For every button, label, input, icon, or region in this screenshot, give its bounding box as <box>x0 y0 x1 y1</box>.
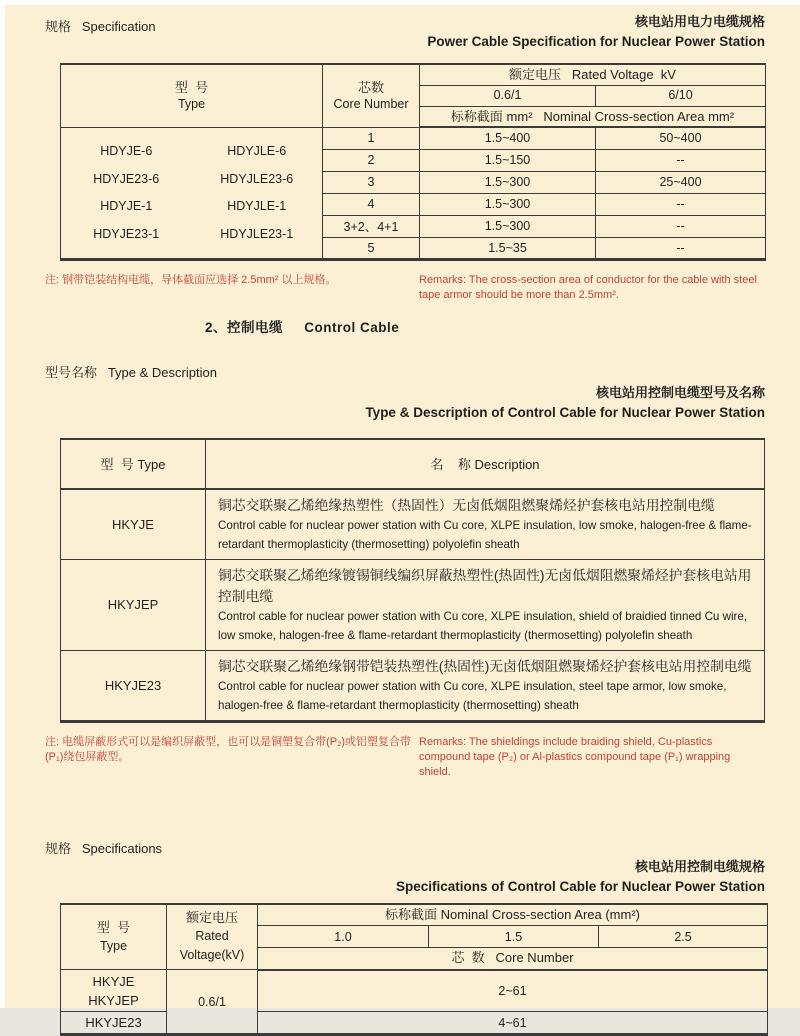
type-header-zh: 型 号 <box>61 79 322 96</box>
description-header: 名 称 Description <box>206 439 765 489</box>
type-header-zh: 型 号 <box>61 918 166 937</box>
core-number-cell: 2 <box>323 149 420 171</box>
section-range-6-10: -- <box>596 237 766 259</box>
rated-voltage-cell: 0.6/1 <box>167 970 258 1035</box>
section-range-0.6-1: 1.5~150 <box>420 149 596 171</box>
core-number-cell: 5 <box>323 237 420 259</box>
table-header-row <box>61 64 766 85</box>
page-edge-left <box>0 0 5 1008</box>
cross-section-header: 标称截面 Nominal Cross-section Area (mm²) <box>258 904 768 926</box>
area-col-1.5: 1.5 <box>429 926 599 948</box>
section2-label: 型号名称 Type & Description <box>45 362 765 381</box>
section-range-6-10: 50~400 <box>596 127 766 149</box>
description-en: Control cable for nuclear power station with Cu core, XLPE insulation, low smoke, halogen-free & flame-retardant thermoplasticity (thermosetting) polyolefin sheath <box>218 516 752 554</box>
voltage-header-zh: 额定电压 <box>167 908 257 927</box>
cable-type-columns <box>61 130 322 256</box>
description-cell <box>206 650 765 721</box>
cable-type-column-1 <box>61 130 192 256</box>
type-header-en: Type <box>61 937 166 956</box>
cable-type: HKYJE <box>61 489 206 560</box>
page-content <box>45 12 765 1036</box>
section-range-6-10: 25~400 <box>596 171 766 193</box>
rated-voltage-header: 额定电压 Rated Voltage kV <box>420 64 766 85</box>
power-cable-spec-table <box>60 63 766 261</box>
core-number-cell: 1 <box>323 127 420 149</box>
core-number-range: 2~61 <box>258 970 768 1012</box>
cable-types-cell <box>61 127 323 259</box>
description-cell <box>206 559 765 650</box>
section2-notes <box>45 735 765 780</box>
description-en: Control cable for nuclear power station with Cu core, XLPE insulation, shield of braidied tinned Cu wire, low smoke, halogen-free & flame-retardant thermoplasticity (thermosetting) polyolefin sheath <box>218 607 752 645</box>
type-header <box>61 904 167 970</box>
type-header: 型 号 Type <box>61 439 206 489</box>
area-col-2.5: 2.5 <box>599 926 768 948</box>
description-zh: 铜芯交联聚乙烯绝缘钢带铠装热塑性(热固性)无卤低烟阻燃聚烯烃护套核电站用控制电缆 <box>218 656 752 677</box>
cable-type: HDYJLE-6 <box>192 144 323 158</box>
section1-notes <box>45 273 765 303</box>
note-zh: 注: 钢带铠装结构电缆，导体截面应选择 2.5mm² 以上规格。 <box>45 273 413 303</box>
table-row <box>61 489 765 560</box>
description-en: Control cable for nuclear power station with Cu core, XLPE insulation, steel tape armor, low smoke, halogen-free & flame-retardant thermoplasticity (thermosetting) sheath <box>218 677 752 715</box>
cable-type: HDYJE-6 <box>61 144 192 158</box>
section3 <box>45 834 765 1036</box>
section1-titles <box>427 12 765 52</box>
type-header-en: Type <box>61 96 322 113</box>
control-cable-type-table <box>60 438 765 723</box>
core-number-range: 4~61 <box>258 1012 768 1035</box>
section-range-0.6-1: 1.5~300 <box>420 215 596 237</box>
core-number-cell: 4 <box>323 193 420 215</box>
cable-type: HKYJE23 <box>61 650 206 721</box>
section3-title-zh: 核电站用控制电缆规格 <box>45 857 765 877</box>
cross-section-header: 标称截面 mm² Nominal Cross-section Area mm² <box>420 106 766 127</box>
description-zh: 铜芯交联聚乙烯绝缘热塑性（热固性）无卤低烟阻燃聚烯烃护套核电站用控制电缆 <box>218 495 752 516</box>
area-col-1.0: 1.0 <box>258 926 429 948</box>
section3-title-en: Specifications of Control Cable for Nuclear Power Station <box>45 877 765 897</box>
section3-label: 规格 Specifications <box>45 834 765 857</box>
core-number-cell: 3+2、4+1 <box>323 215 420 237</box>
cable-types-cell <box>61 970 167 1012</box>
cable-type: HDYJLE23-6 <box>192 172 323 186</box>
voltage-header-en-1: Rated <box>167 927 257 946</box>
cable-type: HKYJE23 <box>61 1012 167 1035</box>
voltage-header-en-2: Voltage(kV) <box>167 946 257 965</box>
section-range-6-10: -- <box>596 215 766 237</box>
control-cable-spec-table <box>60 903 768 1036</box>
core-number-cell: 3 <box>323 171 420 193</box>
section-range-0.6-1: 1.5~300 <box>420 171 596 193</box>
section1-title-zh: 核电站用电力电缆规格 <box>427 12 765 32</box>
core-header-zh: 芯数 <box>323 79 419 96</box>
control-cable-heading: 2、控制电缆 Control Cable <box>205 316 765 336</box>
core-number-header <box>323 64 420 127</box>
section-range-0.6-1: 1.5~400 <box>420 127 596 149</box>
section2-titles <box>45 383 765 423</box>
cable-type: HDYJE23-6 <box>61 172 192 186</box>
section-range-6-10: -- <box>596 193 766 215</box>
table-row <box>61 650 765 721</box>
section2-title-en: Type & Description of Control Cable for Nuclear Power Station <box>45 403 765 423</box>
description-cell <box>206 489 765 560</box>
cable-type: HDYJLE23-1 <box>192 227 323 241</box>
section1-label: 规格 Specification <box>45 12 156 35</box>
cable-type: HDYJE23-1 <box>61 227 192 241</box>
section-range-0.6-1: 1.5~300 <box>420 193 596 215</box>
note-zh: 注: 电缆屏蔽形式可以是编织屏蔽型，也可以是铜塑复合带(P₂)或铝塑复合带(P₁)绕包屏蔽型。 <box>45 735 413 780</box>
section-range-6-10: -- <box>596 149 766 171</box>
core-number-header: 芯 数 Core Number <box>258 948 768 970</box>
description-zh: 铜芯交联聚乙烯绝缘镀锡铜线编织屏蔽热塑性(热固性)无卤低烟阻燃聚烯烃护套核电站用控制电缆 <box>218 565 752 607</box>
cable-type: HKYJEP <box>61 991 166 1010</box>
section2-title-zh: 核电站用控制电缆型号及名称 <box>45 383 765 403</box>
voltage-col-6-10: 6/10 <box>596 85 766 106</box>
rated-voltage-header <box>167 904 258 970</box>
cable-type: HDYJLE-1 <box>192 199 323 213</box>
table-row <box>61 970 768 1012</box>
cable-type: HDYJE-1 <box>61 199 192 213</box>
core-header-en: Core Number <box>323 96 419 113</box>
section-range-0.6-1: 1.5~35 <box>420 237 596 259</box>
table-header-row <box>61 904 768 926</box>
section1-header <box>45 12 765 52</box>
note-en: Remarks: The cross-section area of conductor for the cable with steel tape armor should be more than 2.5mm². <box>419 273 765 303</box>
table-row <box>61 559 765 650</box>
table-row <box>61 127 766 149</box>
type-header <box>61 64 323 127</box>
table-header-row <box>61 439 765 489</box>
note-en: Remarks: The shieldings include braiding shield, Cu-plastics compound tape (P₂) or Al-plastics compound tape (P₁) wrapping shield. <box>419 735 765 780</box>
page-edge-top <box>0 0 800 5</box>
voltage-col-0.6-1: 0.6/1 <box>420 85 596 106</box>
cable-type: HKYJE <box>61 972 166 991</box>
cable-type: HKYJEP <box>61 559 206 650</box>
section1-title-en: Power Cable Specification for Nuclear Power Station <box>427 32 765 52</box>
section3-titles <box>45 857 765 897</box>
cable-type-column-2 <box>192 130 323 256</box>
